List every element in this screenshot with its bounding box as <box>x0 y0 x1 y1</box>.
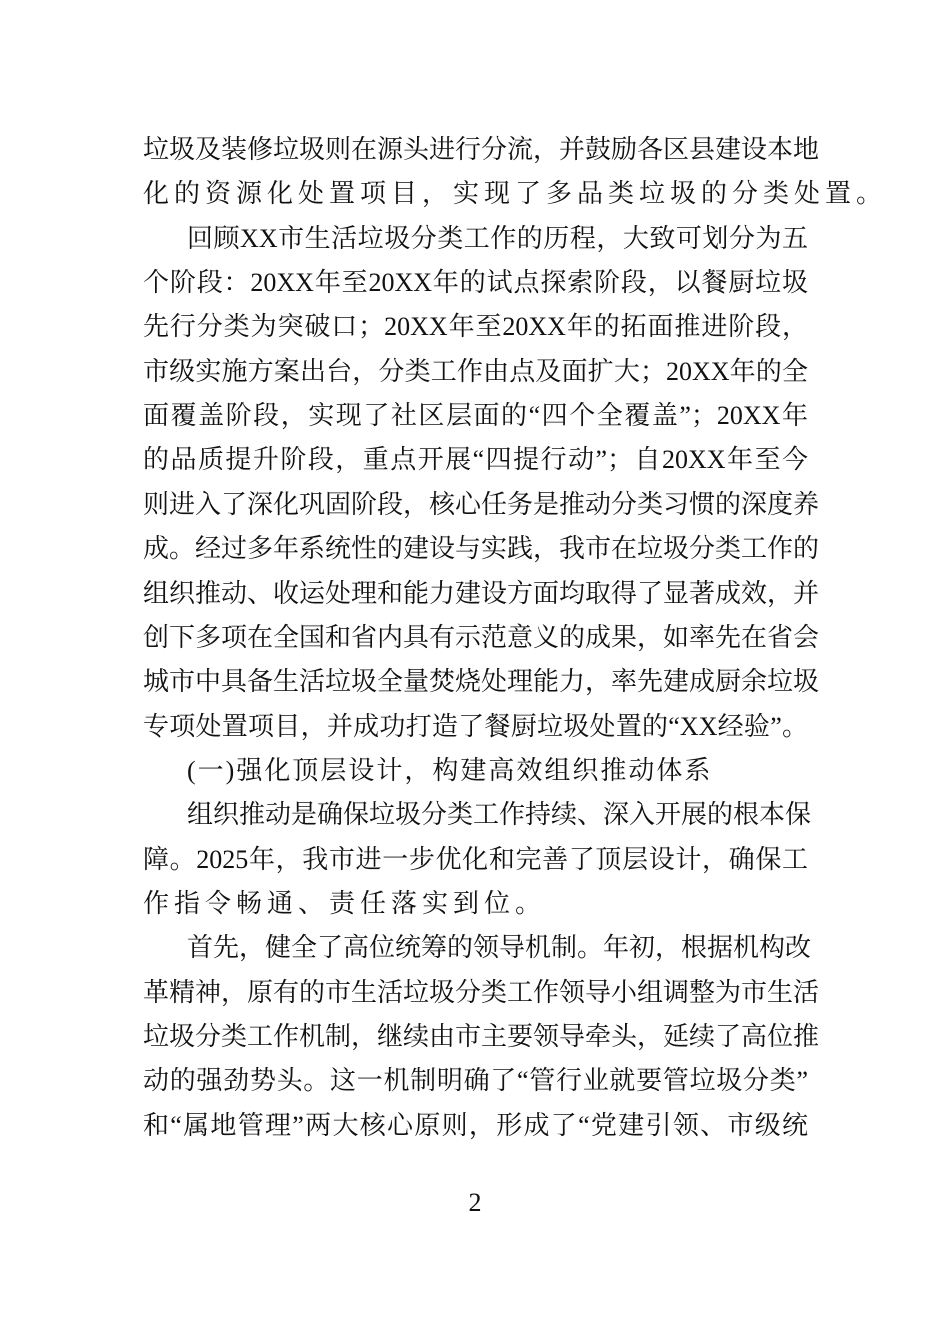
text-line: 回顾XX市生活垃圾分类工作的历程，大致可划分为五 <box>187 223 808 253</box>
text-line: 先行分类为突破口；20XX年至20XX年的拓面推进阶段， <box>143 312 808 342</box>
text-line: 作指令畅通、责任落实到位。 <box>143 888 547 918</box>
text-line: 面覆盖阶段，实现了社区层面的“四个全覆盖”；20XX年 <box>143 401 808 431</box>
text-line: 则进入了深化巩固阶段，核心任务是推动分类习惯的深度养 <box>143 489 820 519</box>
text-line: 垃圾分类工作机制，继续由市主要领导牵头，延续了高位推 <box>143 1022 820 1051</box>
page-number: 2 <box>468 1188 482 1217</box>
text-line: 垃圾及装修垃圾则在源头进行分流，并鼓励各区县建设本地 <box>143 135 820 164</box>
text-line: 成。经过多年系统性的建设与实践，我市在垃圾分类工作的 <box>143 534 820 564</box>
text-line: 创下多项在全国和省内具有示范意义的成果，如率先在省会 <box>143 622 820 652</box>
text-line: 组织推动、收运处理和能力建设方面均取得了显著成效，并 <box>143 578 820 608</box>
text-line: 首先，健全了高位统筹的领导机制。年初，根据机构改 <box>187 933 812 963</box>
section-heading: (一)强化顶层设计，构建高效组织推动体系 <box>187 755 713 785</box>
text-line: 的品质提升阶段，重点开展“四提行动”；自20XX年至今 <box>143 445 808 475</box>
text-line: 市级实施方案出台，分类工作由点及面扩大；20XX年的全 <box>143 356 808 386</box>
text-line: 城市中具备生活垃圾全量焚烧处理能力，率先建成厨余垃圾 <box>143 667 820 697</box>
text-line: 和“属地管理”两大核心原则，形成了“党建引领、市级统 <box>143 1110 808 1140</box>
text-line: 革精神，原有的市生活垃圾分类工作领导小组调整为市生活 <box>143 977 820 1007</box>
text-line: 动的强劲势头。这一机制明确了“管行业就要管垃圾分类” <box>143 1066 808 1096</box>
text-line: 组织推动是确保垃圾分类工作持续、深入开展的根本保 <box>187 800 812 830</box>
text-line: 障。2025年，我市进一步优化和完善了顶层设计，确保工 <box>143 844 808 874</box>
text-line: 专项处置项目，并成功打造了餐厨垃圾处置的“XX经验”。 <box>143 711 808 741</box>
text-line: 个阶段：20XX年至20XX年的试点探索阶段，以餐厨垃圾 <box>143 268 808 298</box>
text-line: 化的资源化处置项目，实现了多品类垃圾的分类处置。 <box>143 179 888 209</box>
